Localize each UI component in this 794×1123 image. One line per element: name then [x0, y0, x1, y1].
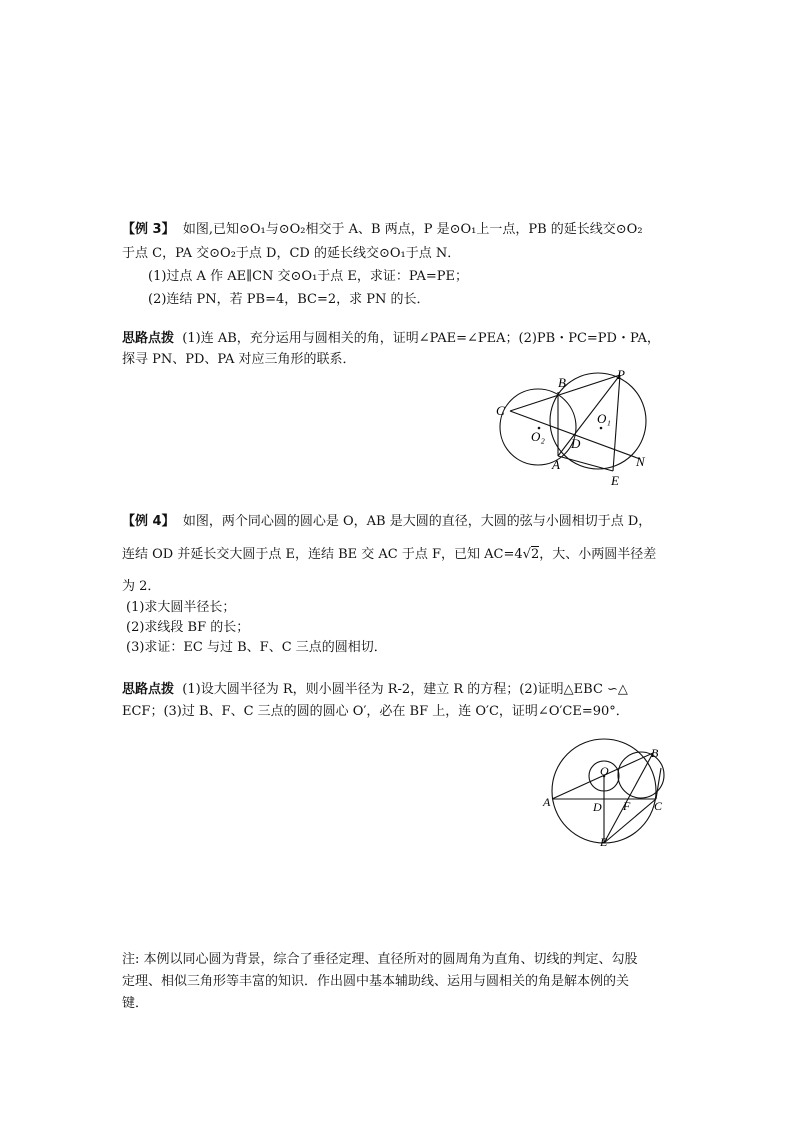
ex4-text-2b: ，大、小两圆半径差 [539, 547, 657, 562]
ex4-ac-value [514, 546, 539, 562]
label-f: F [623, 799, 631, 813]
ex3-question-1: (1)过点 A 作 AE∥CN 交⊙O₁于点 E，求证：PA=PE； [148, 269, 468, 284]
ex4-hint-line-2: ECF；(3)过 B、F、C 三点的圆的圆心 O′，必在 BF 上，连 O′C，证明∠O′CE=90°． [122, 704, 629, 719]
circle-o2 [500, 389, 576, 465]
note-line-2: 定理、相似三角形等丰富的知识．作出圆中基本辅助线、运用与圆相关的角是解本例的关 [122, 974, 630, 989]
ex4-line-1 [122, 513, 651, 531]
ex3-hint-text-1: (1)连 AB，充分运用与圆相关的角，证明∠PAE=∠PEA；(2)PB・PC=PD・PA， [182, 331, 660, 346]
ex3-line-2: 于点 C，PA 交⊙O₂于点 D，CD 的延长线交⊙O₁于点 N． [122, 246, 461, 261]
note-line-1: 注: 本例以同心圆为背景，综合了垂径定理、直径所对的圆周角为直角、切线的判定、勾股 [122, 952, 638, 967]
label-o2: O₂ [531, 429, 545, 444]
center-o1-dot [600, 427, 603, 430]
ex4-line-3: 为 2． [122, 579, 161, 594]
ex4-hint-text-1: (1)设大圆半径为 R，则小圆半径为 R-2，建立 R 的方程；(2)证明△EBC ∽△ [182, 682, 628, 697]
segment-ae [558, 456, 613, 471]
ex4-ac-radicand: 2 [530, 547, 540, 562]
ex4-question-3: (3)求证：EC 与过 B、F、C 三点的圆相切． [126, 640, 387, 655]
ex4-ac-coefficient: 4 [514, 547, 523, 562]
label-a: A [543, 795, 551, 809]
segment-cb [656, 768, 661, 799]
label-e: E [611, 473, 619, 488]
label-o1: O₁ [597, 411, 611, 426]
sqrt-sign-icon: √ [522, 547, 531, 562]
label-e: E [600, 835, 608, 848]
label-b: B [651, 746, 659, 760]
ex4-question-1: (1)求大圆半径长； [126, 600, 236, 615]
ex3-question-2: (2)连结 PN，若 PB=4，BC=2，求 PN 的长． [148, 292, 430, 307]
label-n: N [636, 454, 645, 469]
label-c: C [654, 799, 663, 813]
ex3-hint-line-2: 探寻 PN、PD、PA 对应三角形的联系． [122, 352, 356, 367]
ex4-text-1: 如图，两个同心圆的圆心是 O，AB 是大圆的直径，大圆的弦与小圆相切于点 D， [182, 514, 652, 529]
ex4-hint-tag: 思路点拨 [122, 682, 175, 697]
ex3-tag: 【例 3】 [122, 222, 175, 237]
label-b: B [558, 375, 566, 390]
label-p: P [617, 367, 625, 382]
ex4-figure [538, 733, 678, 848]
segment-pe [613, 375, 620, 471]
ex4-hint-line-1 [122, 681, 628, 699]
ex4-tag: 【例 4】 [122, 514, 175, 529]
ex3-hint-line-1 [122, 330, 660, 348]
ex3-hint-tag: 思路点拨 [122, 331, 175, 346]
note-line-3: 键． [122, 996, 149, 1011]
label-d: D [571, 436, 581, 451]
label-a: A [552, 457, 560, 472]
label-d: D [593, 800, 602, 814]
label-c: C [496, 403, 505, 418]
ex4-text-2a: 连结 OD 并延长交大圆于点 E，连结 BE 交 AC 于点 F，已知 AC= [122, 547, 515, 562]
ex4-question-2: (2)求线段 BF 的长； [126, 620, 250, 635]
ex3-text-1: 如图,已知⊙O₁与⊙O₂相交于 A、B 两点，P 是⊙O₁上一点，PB 的延长线交⊙O₂ [182, 222, 643, 237]
label-o: O [600, 764, 609, 778]
ex3-figure [490, 365, 665, 490]
ex4-line-2 [122, 546, 656, 564]
ex3-line-1 [122, 221, 643, 239]
